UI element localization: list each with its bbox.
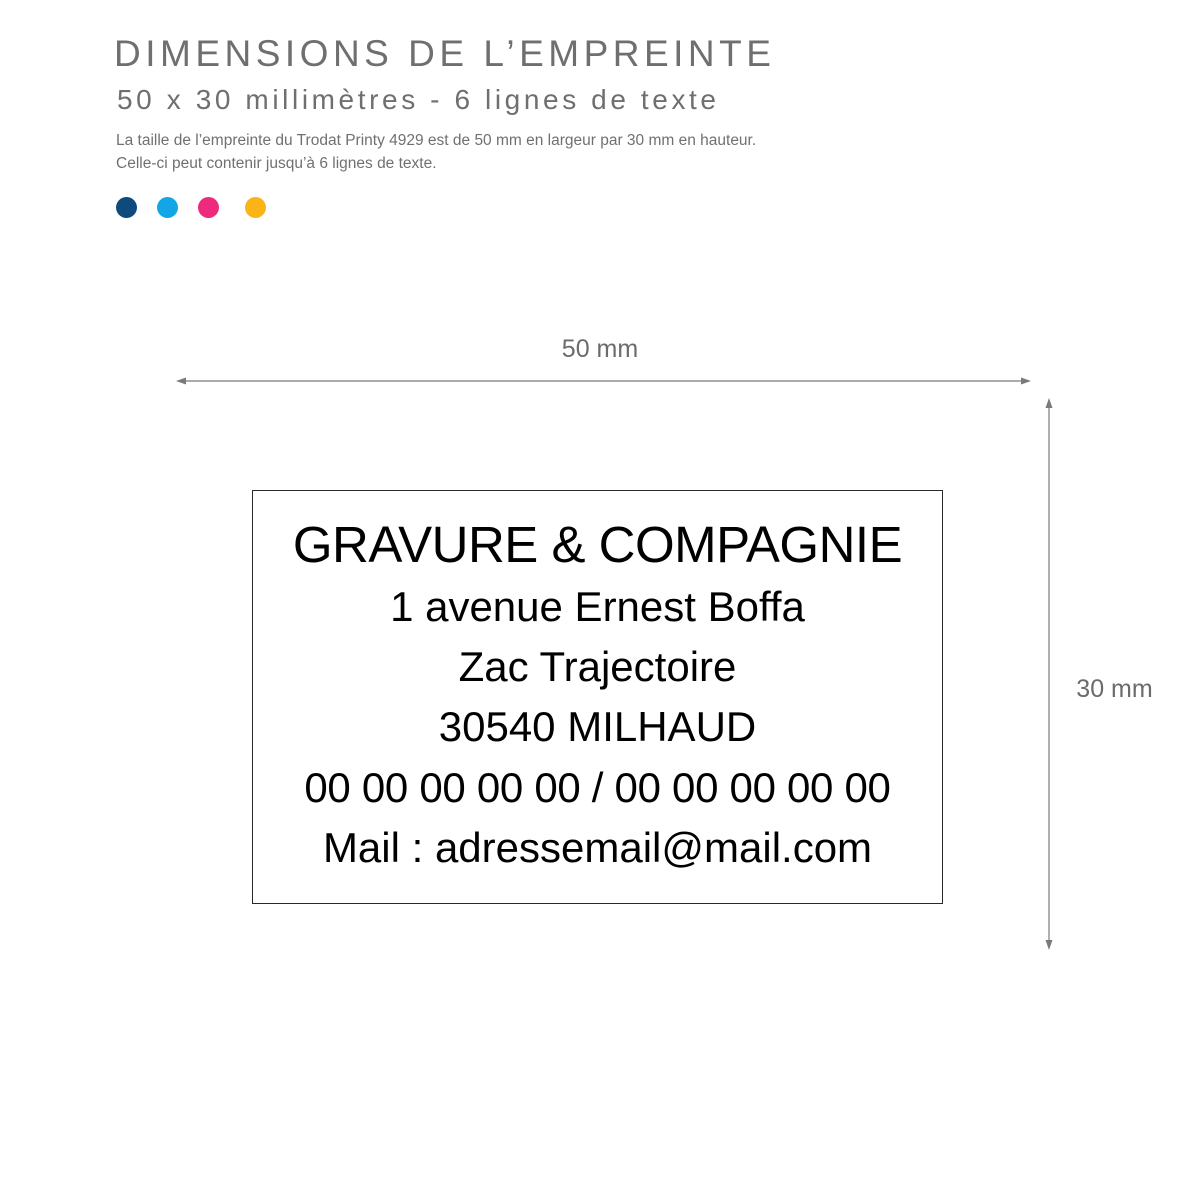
width-dimension-label: 50 mm xyxy=(561,335,639,363)
page-title: DIMENSIONS DE L’EMPREINTE xyxy=(114,33,776,74)
stamp-imprint-preview xyxy=(252,490,943,904)
height-arrow xyxy=(1046,398,1053,950)
stamp-line-city: 30540 MILHAUD xyxy=(438,703,757,750)
description-line-2: Celle-ci peut contenir jusqu’à 6 lignes de texte. xyxy=(116,155,437,172)
height-dimension-label: 30 mm xyxy=(1076,675,1153,703)
stamp-line-phones: 00 00 00 00 00 / 00 00 00 00 00 xyxy=(304,764,891,811)
stamp-line-street: 1 avenue Ernest Boffa xyxy=(390,583,805,630)
page-subtitle: 50 x 30 millimètres - 6 lignes de texte xyxy=(117,84,720,115)
width-arrow xyxy=(176,378,1031,385)
stamp-line-zone: Zac Trajectoire xyxy=(458,643,737,690)
stamp-line-email: Mail : adressemail@mail.com xyxy=(322,824,873,871)
description-line-1: La taille de l’empreinte du Trodat Printy 4929 est de 50 mm en largeur par 30 mm en hauteur. xyxy=(116,132,757,149)
stamp-line-company: GRAVURE & COMPAGNIE xyxy=(292,516,903,573)
